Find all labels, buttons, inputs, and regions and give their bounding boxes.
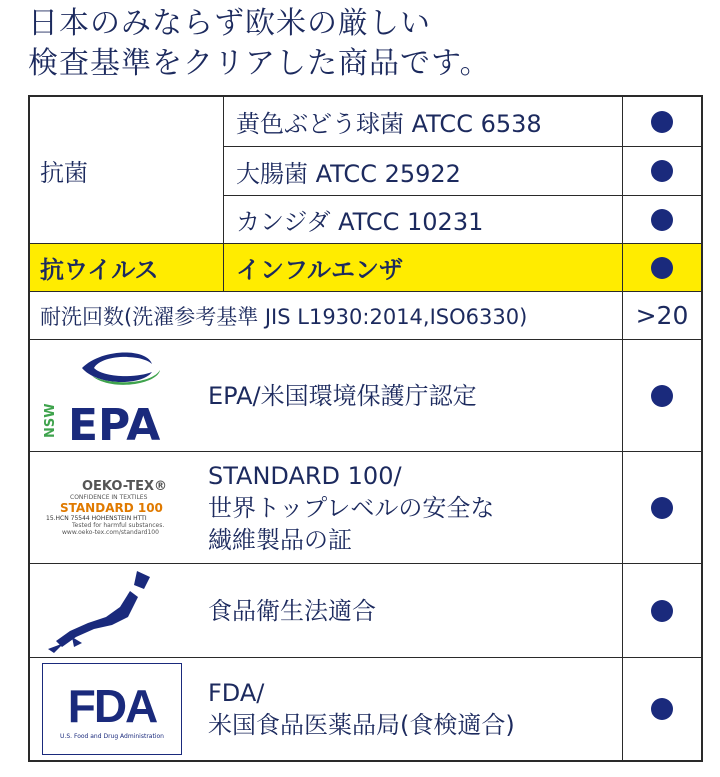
- oekotex-logo-text: OEKO-TEX®: [82, 479, 167, 494]
- oekotex-desc-line: STANDARD 100/: [208, 461, 402, 490]
- antiviral-name: インフルエンザ: [224, 244, 623, 291]
- dot-icon: [651, 698, 673, 720]
- wash-row: [30, 291, 701, 339]
- epa-logo-text: EPA: [68, 399, 161, 446]
- oekotex-line: 15.HCN 75544 HOHENSTEIN HTTI: [46, 515, 147, 522]
- check-mark: [623, 147, 701, 195]
- japan-map-icon: [42, 567, 162, 655]
- dot-icon: [651, 111, 673, 133]
- check-mark: [623, 658, 701, 760]
- food-row: [30, 563, 701, 657]
- fda-desc-line: FDA/: [208, 679, 265, 707]
- oekotex-line: Tested for harmful substances.: [72, 522, 165, 529]
- bacteria-name: 黄色ぶどう球菌 ATCC 6538: [224, 97, 623, 146]
- fda-logo-text: FDA: [67, 679, 157, 732]
- oekotex-line: www.oeko-tex.com/standard100: [62, 529, 159, 536]
- dot-icon: [651, 160, 673, 182]
- oekotex-line: CONFIDENCE IN TEXTILES: [70, 494, 148, 501]
- epa-logo-icon: [42, 346, 192, 446]
- wash-value: >20: [635, 301, 689, 330]
- check-mark: [623, 97, 701, 146]
- check-mark: [623, 340, 701, 451]
- antiviral-row: [30, 243, 701, 291]
- oekotex-desc-line: 世界トップレベルの安全な: [208, 493, 495, 522]
- fda-row: [30, 657, 701, 760]
- fda-desc-line: 米国食品医薬品局(食検適合): [208, 711, 515, 739]
- fda-logo-sub: U.S. Food and Drug Administration: [60, 732, 164, 740]
- page-heading: [28, 4, 491, 84]
- epa-row: [30, 339, 701, 451]
- bacteria-name: 大腸菌 ATCC 25922: [224, 147, 623, 195]
- oekotex-row: [30, 451, 701, 563]
- food-desc: 食品衛生法適合: [200, 564, 623, 657]
- dot-icon: [651, 497, 673, 519]
- dot-icon: [651, 209, 673, 231]
- fda-logo: [30, 658, 200, 760]
- certification-table: [28, 95, 703, 762]
- epa-logo-sub: NSW: [43, 402, 58, 438]
- oekotex-logo-sub: STANDARD 100: [60, 501, 163, 515]
- check-mark: [623, 452, 701, 563]
- epa-desc: EPA/米国環境保護庁認定: [200, 340, 623, 451]
- table-row: [224, 195, 701, 243]
- table-row: [224, 97, 701, 146]
- oekotex-desc: [200, 452, 623, 563]
- japan-map: [30, 564, 200, 657]
- epa-logo: [30, 340, 200, 451]
- check-mark: [623, 564, 701, 657]
- dot-icon: [651, 257, 673, 279]
- antibacterial-label: 抗菌: [30, 97, 224, 243]
- dot-icon: [651, 600, 673, 622]
- table-row: [224, 146, 701, 195]
- fda-desc: [200, 658, 623, 760]
- oekotex-desc-line: 繊維製品の証: [208, 525, 352, 554]
- heading-line-2: 検査基準をクリアした商品です。: [28, 46, 491, 81]
- check-mark: [623, 196, 701, 243]
- check-mark: [623, 244, 701, 291]
- oekotex-logo: [30, 452, 200, 563]
- wash-label: 耐洗回数(洗濯参考基準 JIS L1930:2014,ISO6330): [30, 292, 623, 339]
- dot-icon: [651, 385, 673, 407]
- bacteria-name: カンジダ ATCC 10231: [224, 196, 623, 243]
- antiviral-label: 抗ウイルス: [30, 244, 224, 291]
- heading-line-1: 日本のみならず欧米の厳しい: [28, 6, 431, 41]
- antibacterial-row: [30, 97, 701, 243]
